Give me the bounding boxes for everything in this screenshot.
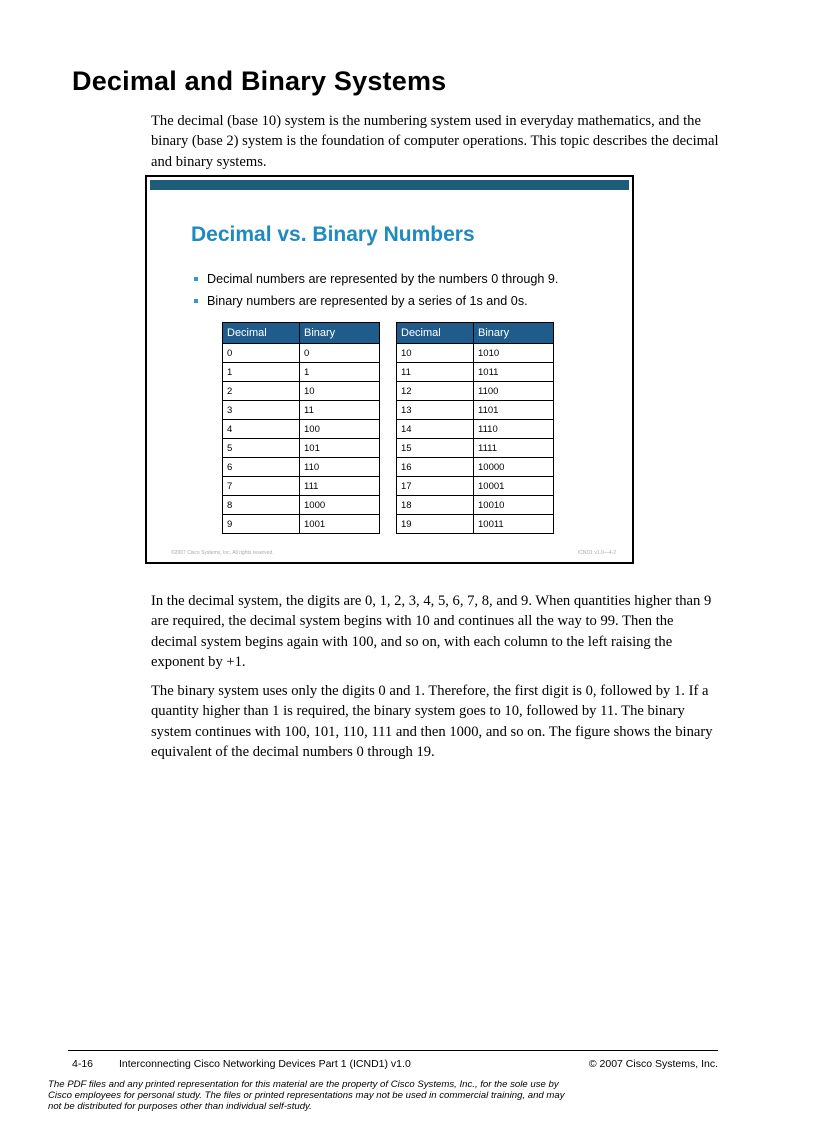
binary-cell: 1 [300,363,380,382]
binary-cell: 111 [300,477,380,496]
slide-code: ICND1 v1.0—4-2 [577,550,616,556]
binary-cell: 1101 [474,401,554,420]
binary-cell: 101 [300,439,380,458]
bullet-square-icon [194,277,198,281]
decimal-cell: 9 [223,515,300,534]
decimal-cell: 5 [223,439,300,458]
decimal-cell: 2 [223,382,300,401]
slide-bullets [193,271,558,315]
slide-title: Decimal vs. Binary Numbers [191,223,475,246]
table-body [397,344,554,534]
table-header-row [397,323,554,344]
binary-cell: 1010 [474,344,554,363]
footer-divider [68,1050,718,1051]
decimal-cell: 13 [397,401,474,420]
footer-page-number: 4-16 [72,1058,94,1070]
table-row [397,420,554,439]
binary-cell: 1000 [300,496,380,515]
table-row [397,458,554,477]
decimal-paragraph: In the decimal system, the digits are 0, 1, 2, 3, 4, 5, 6, 7, 8, and 9. When quantities higher than 9 are required, the decimal system begins with 10 and continues all the way to 99. Then the decimal system begins again with 100, and so on, with each column to the left raising the exponent by +1. [151,593,712,670]
decimal-cell: 12 [397,382,474,401]
decimal-cell: 11 [397,363,474,382]
intro-paragraph: The decimal (base 10) system is the numbering system used in everyday mathematics, and the binary (base 2) system is the foundation of computer operations. This topic describes the decimal and binary systems. [151,113,719,170]
decimal-cell: 15 [397,439,474,458]
bullet-square-icon [194,299,198,303]
table-row [223,382,380,401]
table-body [223,344,380,534]
decimal-cell: 17 [397,477,474,496]
table-row [397,363,554,382]
table-row [397,496,554,515]
decimal-cell: 7 [223,477,300,496]
binary-cell: 1110 [474,420,554,439]
slide-copyright: ©2007 Cisco Systems, Inc. All rights reserved. [171,550,274,556]
table-header-row [223,323,380,344]
table-row [223,420,380,439]
table-row [397,344,554,363]
table-row [223,401,380,420]
conversion-table-right [396,322,554,534]
binary-cell: 10010 [474,496,554,515]
binary-cell: 110 [300,458,380,477]
bullet-item [193,271,558,293]
decimal-cell: 10 [397,344,474,363]
table-row [397,477,554,496]
table-row [223,515,380,534]
table-row [223,458,380,477]
decimal-cell: 3 [223,401,300,420]
decimal-cell: 0 [223,344,300,363]
binary-cell: 10000 [474,458,554,477]
binary-cell: 100 [300,420,380,439]
table-row [397,382,554,401]
binary-cell: 1011 [474,363,554,382]
decimal-cell: 1 [223,363,300,382]
decimal-cell: 4 [223,420,300,439]
footer-copyright: © 2007 Cisco Systems, Inc. [588,1058,718,1070]
table-row [223,439,380,458]
decimal-cell: 18 [397,496,474,515]
binary-cell: 11 [300,401,380,420]
footer-course-title: Interconnecting Cisco Networking Devices Part 1 (ICND1) v1.0 [119,1058,411,1070]
slide-header-bar [150,180,629,190]
table-row [397,401,554,420]
page-title: Decimal and Binary Systems [72,66,447,96]
binary-cell: 1001 [300,515,380,534]
decimal-cell: 6 [223,458,300,477]
binary-cell: 1100 [474,382,554,401]
table-row [223,496,380,515]
bullet-item [193,293,558,315]
slide-figure [145,175,634,564]
column-header-binary: Binary [474,323,554,344]
decimal-cell: 14 [397,420,474,439]
bullet-text: Binary numbers are represented by a series of 1s and 0s. [207,294,528,308]
column-header-binary: Binary [300,323,380,344]
binary-cell: 0 [300,344,380,363]
column-header-decimal: Decimal [397,323,474,344]
bullet-text: Decimal numbers are represented by the numbers 0 through 9. [207,272,559,286]
binary-cell: 1111 [474,439,554,458]
column-header-decimal: Decimal [223,323,300,344]
table-row [397,515,554,534]
binary-paragraph: The binary system uses only the digits 0 and 1. Therefore, the first digit is 0, followed by 1. If a quantity higher than 1 is required, the binary system goes to 10, followed by 11. The binary system continues with 100, 101, 110, 111 and then 1000, and so on. The figure shows the binary equivalent of the decimal numbers 0 through 19. [151,683,713,760]
decimal-cell: 19 [397,515,474,534]
table-row [397,439,554,458]
binary-cell: 10001 [474,477,554,496]
decimal-cell: 16 [397,458,474,477]
table-row [223,477,380,496]
decimal-cell: 8 [223,496,300,515]
table-row [223,363,380,382]
footer-disclaimer: The PDF files and any printed representation for this material are the property of Cisco Systems, Inc., for the sole use by Cisco employees for personal study. The files or printed representations may not be used in commercial training, and may not be distributed for purposes other than individual self-study. [48,1079,565,1112]
binary-cell: 10 [300,382,380,401]
conversion-table-left [222,322,380,534]
table-row [223,344,380,363]
binary-cell: 10011 [474,515,554,534]
